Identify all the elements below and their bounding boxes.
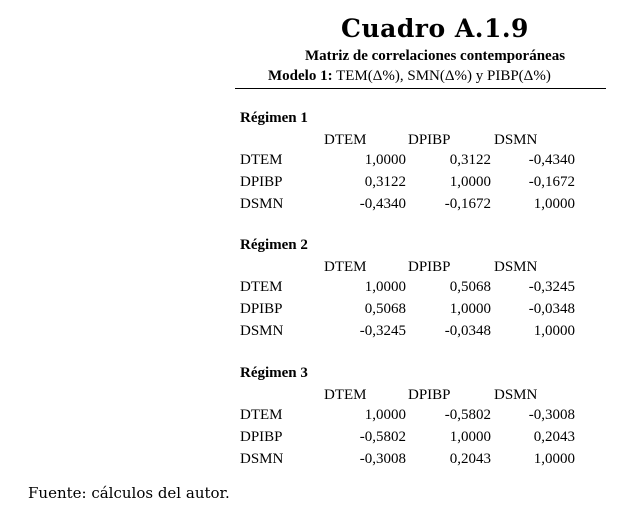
table-cell: -0,3245 <box>528 279 575 295</box>
table-cell: 0,5068 <box>364 301 406 317</box>
regime-title: Régimen 2 <box>240 237 308 253</box>
table-row <box>240 301 610 321</box>
table-cell: 1,0000 <box>449 301 491 317</box>
column-header-dsmn: DSMN <box>494 387 538 403</box>
row-label: DTEM <box>240 279 283 295</box>
table-cell: -0,5802 <box>359 429 406 445</box>
table-cell: 0,2043 <box>533 429 575 445</box>
table-row <box>240 451 610 471</box>
table-cell: 1,0000 <box>364 152 406 168</box>
table-cell: 0,3122 <box>364 174 406 190</box>
row-label: DPIBP <box>240 301 283 317</box>
row-label: DSMN <box>240 323 284 339</box>
regime-title: Régimen 1 <box>240 110 308 126</box>
table-cell: 1,0000 <box>449 429 491 445</box>
model-label: Modelo 1: <box>268 68 333 84</box>
table-subtitle: Matriz de correlaciones contemporáneas <box>304 48 566 64</box>
table-cell: -0,4340 <box>359 196 406 212</box>
column-header-dpibp: DPIBP <box>408 132 451 148</box>
table-cell: 1,0000 <box>533 323 575 339</box>
table-row <box>240 152 610 172</box>
column-header-dtem: DTEM <box>324 387 367 403</box>
table-cell: 0,5068 <box>449 279 491 295</box>
row-label: DTEM <box>240 407 283 423</box>
row-label: DPIBP <box>240 174 283 190</box>
table-cell: 1,0000 <box>449 174 491 190</box>
table-cell: -0,0348 <box>444 323 491 339</box>
table-row <box>240 196 610 216</box>
table-cell: -0,0348 <box>528 301 575 317</box>
table-cell: 0,2043 <box>449 451 491 467</box>
table-row <box>240 323 610 343</box>
header-rule <box>235 88 606 89</box>
table-cell: -0,1672 <box>528 174 575 190</box>
table-title: Cuadro A.1.9 <box>341 14 529 43</box>
model-description <box>268 68 608 85</box>
source-note: Fuente: cálculos del autor. <box>28 484 230 502</box>
table-cell: -0,1672 <box>444 196 491 212</box>
table-cell: -0,3008 <box>359 451 406 467</box>
table-row <box>240 429 610 449</box>
table-cell: 1,0000 <box>533 196 575 212</box>
column-header-dsmn: DSMN <box>494 259 538 275</box>
table-cell: 0,3122 <box>449 152 491 168</box>
table-row <box>240 174 610 194</box>
table-cell: -0,5802 <box>444 407 491 423</box>
table-cell: 1,0000 <box>364 279 406 295</box>
model-text: TEM(Δ%), SMN(Δ%) y PIBP(Δ%) <box>336 68 551 84</box>
table-row <box>240 407 610 427</box>
column-header-dtem: DTEM <box>324 259 367 275</box>
regime-title: Régimen 3 <box>240 365 308 381</box>
column-header-dsmn: DSMN <box>494 132 538 148</box>
table-row <box>240 279 610 299</box>
table-cell: -0,3008 <box>528 407 575 423</box>
table-cell: 1,0000 <box>364 407 406 423</box>
table-cell: 1,0000 <box>533 451 575 467</box>
row-label: DSMN <box>240 196 284 212</box>
table-cell: -0,4340 <box>528 152 575 168</box>
table-cell: -0,3245 <box>359 323 406 339</box>
row-label: DTEM <box>240 152 283 168</box>
column-header-dtem: DTEM <box>324 132 367 148</box>
column-header-dpibp: DPIBP <box>408 259 451 275</box>
column-header-dpibp: DPIBP <box>408 387 451 403</box>
row-label: DPIBP <box>240 429 283 445</box>
row-label: DSMN <box>240 451 284 467</box>
